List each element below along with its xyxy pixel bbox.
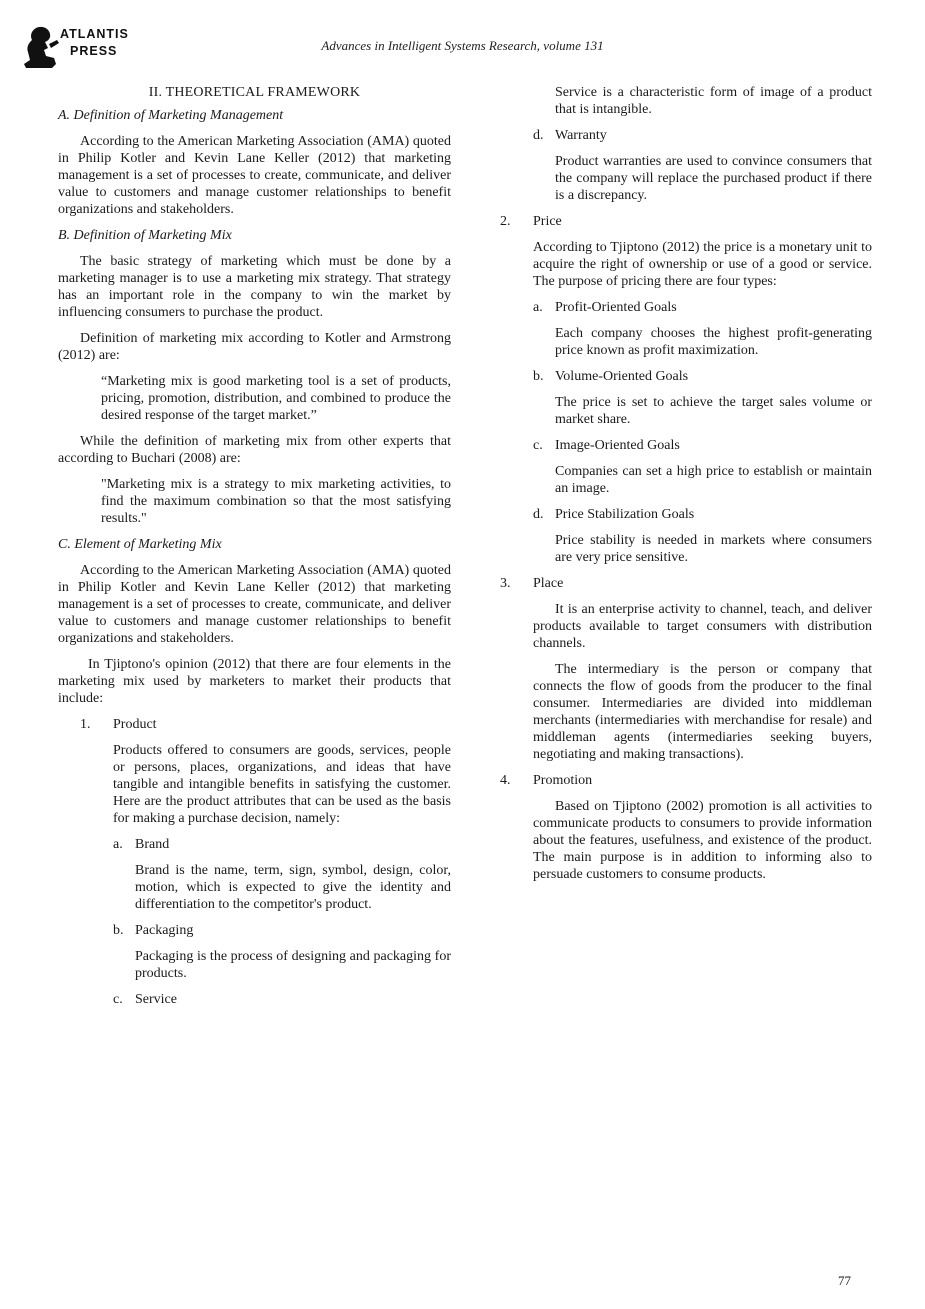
sublist-item-service: [113, 991, 451, 1008]
sublist-item-title: Volume-Oriented Goals: [555, 369, 689, 384]
sublist-letter: d.: [533, 507, 544, 522]
paragraph: Definition of marketing mix according to Kotler and Armstrong (2012) are:: [58, 331, 451, 363]
sublist-item-title: Packaging: [135, 923, 194, 938]
paragraph: In Tjiptono's opinion (2012) that there are four elements in the marketing mix used by marketers to market their products that include:: [58, 657, 451, 706]
paragraph: The basic strategy of marketing which must be done by a marketing manager is to use a marketing mix strategy. That strategy has an important role in the company to win the market by influencing consumers to purchase the product.: [58, 254, 451, 320]
sublist-letter: a.: [113, 837, 123, 852]
sublist-item-volume-goals: [533, 368, 872, 385]
list-item-place: [498, 575, 872, 592]
sublist-letter: d.: [533, 128, 544, 143]
block-quote: “Marketing mix is good marketing tool is a set of products, pricing, promotion, distribution, and combined to produce the desired response of the target market.”: [101, 374, 451, 423]
sublist-letter: b.: [533, 369, 544, 384]
list-number: 4.: [500, 773, 511, 788]
logo-line-1: ATLANTIS: [60, 27, 129, 41]
page-number: 77: [838, 1273, 851, 1288]
sublist-item-title: Profit-Oriented Goals: [555, 300, 677, 315]
logo-line-2: PRESS: [70, 44, 118, 58]
sublist-item-text: Price stability is needed in markets where consumers are very price sensitive.: [555, 533, 872, 565]
sublist-item-text: Brand is the name, term, sign, symbol, design, color, motion, which is expected to give the identity and differentiation to the competitor's product.: [135, 863, 451, 912]
sublist-item-profit-goals: [533, 299, 872, 316]
sublist-item-image-goals: [533, 437, 872, 454]
sublist-letter: c.: [533, 438, 543, 453]
sublist-item-stabilization-goals: [533, 506, 872, 523]
sublist-item-packaging: [113, 922, 451, 939]
sublist-item-text: Product warranties are used to convince consumers that the company will replace the purchased product if there is a discrepancy.: [555, 154, 872, 203]
sublist-item-warranty: [533, 127, 872, 144]
sublist-item-title: Service: [135, 992, 177, 1007]
sublist-item-text: Packaging is the process of designing and packaging for products.: [135, 949, 451, 981]
subsection-heading-b: B. Definition of Marketing Mix: [58, 228, 232, 243]
sublist-item-title: Image-Oriented Goals: [555, 438, 680, 453]
sublist-item-title: Brand: [135, 837, 170, 852]
list-number: 2.: [500, 214, 511, 229]
list-item-title: Place: [533, 576, 564, 591]
subsection-heading-c: C. Element of Marketing Mix: [58, 537, 222, 552]
sublist-letter: a.: [533, 300, 543, 315]
list-item-title: Price: [533, 214, 562, 229]
list-item-product: [58, 716, 451, 733]
sublist-item-text: Service is a characteristic form of image of a product that is intangible.: [555, 85, 872, 117]
paragraph: According to the American Marketing Association (AMA) quoted in Philip Kotler and Kevin Lane Keller (2012) that marketing management is a set of processes to create, communicate, and deliver value to customers and manage customer relationships to benefit organizations and stakeholders.: [58, 134, 451, 217]
right-column: [498, 84, 872, 892]
list-item-text: According to Tjiptono (2012) the price is a monetary unit to acquire the right of ownership or use of a good or service. The purpose of pricing there are four types:: [533, 240, 872, 289]
paragraph: While the definition of marketing mix from other experts that according to Buchari (2008) are:: [58, 434, 451, 466]
subsection-heading-a: A. Definition of Marketing Management: [58, 108, 284, 123]
list-item-title: Promotion: [533, 773, 593, 788]
sublist-item-title: Warranty: [555, 128, 607, 143]
list-number: 3.: [500, 576, 511, 591]
section-heading: II. THEORETICAL FRAMEWORK: [148, 85, 361, 100]
list-number: 1.: [80, 717, 91, 732]
sublist-item-brand: [113, 836, 451, 853]
sublist-item-text: Companies can set a high price to establish or maintain an image.: [555, 464, 872, 496]
sublist-item-text: The price is set to achieve the target sales volume or market share.: [555, 395, 872, 427]
running-header: Advances in Intelligent Systems Research, volume 131: [321, 38, 604, 53]
sublist-letter: b.: [113, 923, 124, 938]
block-quote: "Marketing mix is a strategy to mix marketing activities, to find the maximum combination so that the most satisfying results.": [101, 477, 451, 526]
left-column: [58, 84, 451, 1017]
sublist-item-text: Each company chooses the highest profit-generating price known as profit maximization.: [555, 326, 872, 358]
sublist-letter: c.: [113, 992, 123, 1007]
paragraph: According to the American Marketing Association (AMA) quoted in Philip Kotler and Kevin Lane Keller (2012) that marketing management is a set of processes to create, communicate, and deliver value to customers and manage customer relationships to benefit organizations and stakeholders.: [58, 563, 451, 646]
list-item-text: The intermediary is the person or company that connects the flow of goods from the producer to the final consumer. Intermediaries are divided into middleman merchants (intermediaries with merchandise for resale) and middleman agents (intermediaries seeking buyers, negotiating and making transactions).: [533, 662, 872, 762]
list-item-promotion: [498, 772, 872, 789]
list-item-text: It is an enterprise activity to channel, teach, and deliver products available to target consumers with distribution channels.: [533, 602, 872, 651]
sublist-item-title: Price Stabilization Goals: [555, 507, 695, 522]
list-item-text: Based on Tjiptono (2002) promotion is all activities to communicate products to consumers to provide information about the features, usefulness, and existence of the product. The main purpose is in addition to informing also to persuade customers to consume products.: [533, 799, 872, 882]
list-item-price: [498, 213, 872, 230]
list-item-text: Products offered to consumers are goods, services, people or persons, places, organizations, and ideas that have tangible and intangible benefits in satisfying the customer. Here are the product attributes that can be used as the basis for making a purchase decision, namely:: [113, 743, 451, 826]
list-item-title: Product: [113, 717, 157, 732]
